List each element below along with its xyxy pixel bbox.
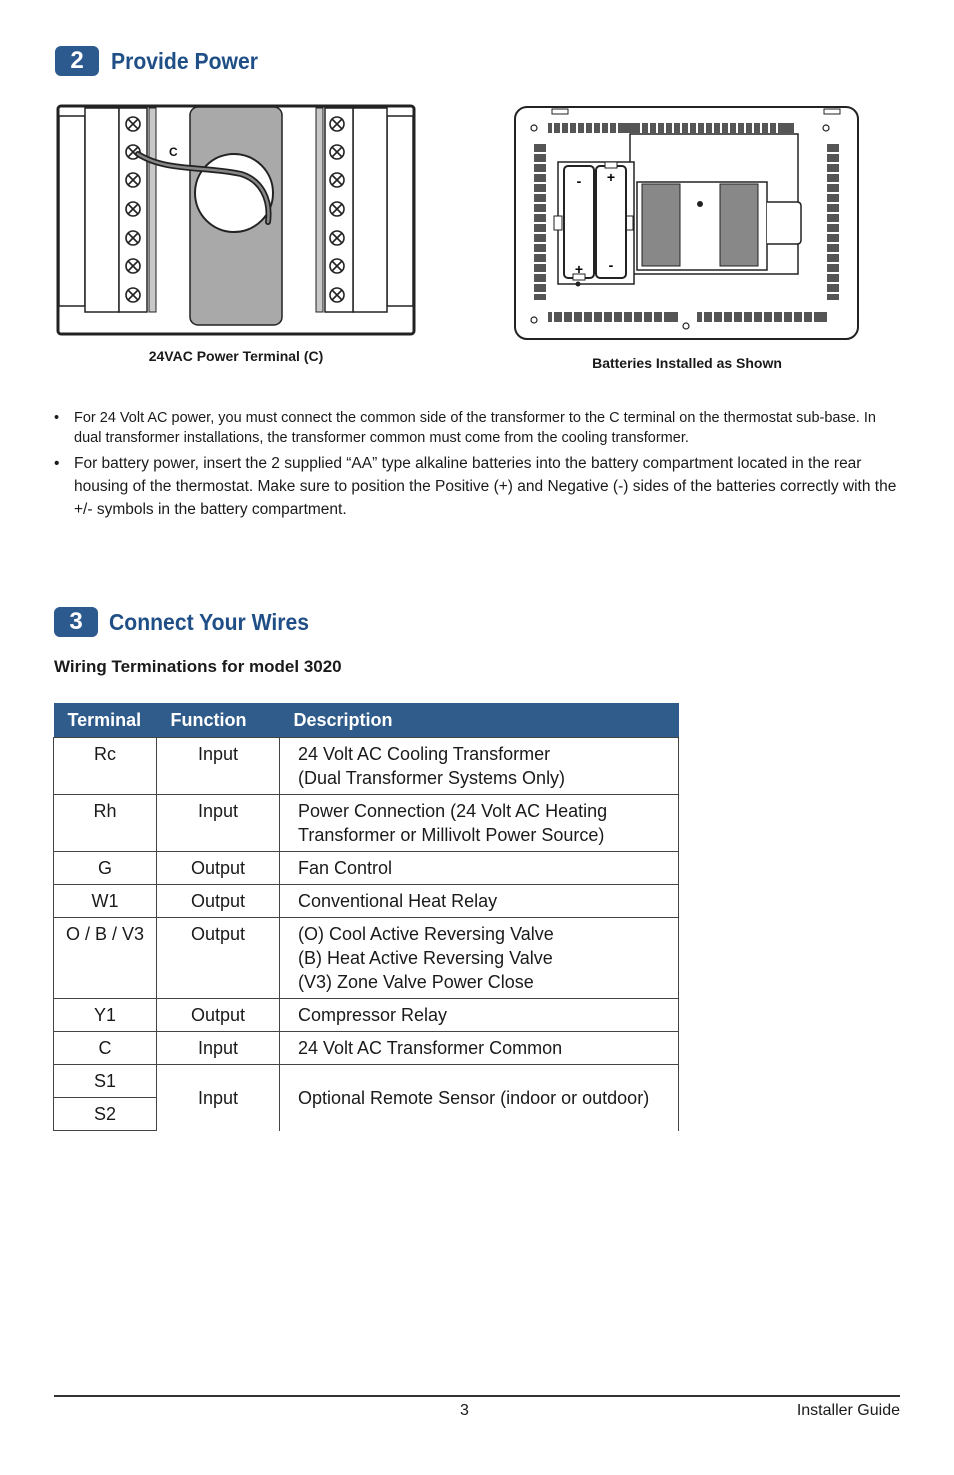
table-row bbox=[54, 999, 679, 1032]
description-line: 24 Volt AC Transformer Common bbox=[298, 1038, 563, 1058]
terminal-cell: G bbox=[54, 852, 157, 885]
section-title: Connect Your Wires bbox=[109, 608, 310, 635]
description-line: Compressor Relay bbox=[298, 1005, 448, 1025]
battery-2-plus: + bbox=[606, 169, 616, 185]
description-line: (O) Cool Active Reversing Valve bbox=[298, 924, 554, 944]
table-row bbox=[54, 885, 679, 918]
list-item bbox=[54, 408, 900, 448]
page-number: 3 bbox=[460, 1402, 469, 1419]
terminal-cell: W1 bbox=[54, 885, 157, 918]
description-cell bbox=[280, 738, 679, 795]
section-3-heading bbox=[54, 607, 326, 637]
description-cell bbox=[280, 795, 679, 852]
terminal-cell: O / B / V3 bbox=[54, 918, 157, 999]
description-cell bbox=[280, 852, 679, 885]
function-cell: Output bbox=[157, 885, 280, 918]
column-header-terminal: Terminal bbox=[54, 703, 157, 738]
terminal-c-label: C bbox=[169, 145, 178, 159]
table-row bbox=[54, 852, 679, 885]
document-title: Installer Guide bbox=[796, 1402, 900, 1419]
description-line: (Dual Transformer Systems Only) bbox=[298, 768, 566, 788]
description-cell bbox=[280, 918, 679, 999]
description-line: Transformer or Millivolt Power Source) bbox=[298, 825, 605, 845]
function-cell: Output bbox=[157, 918, 280, 999]
section-title: Provide Power bbox=[111, 47, 258, 74]
table-row bbox=[54, 1065, 679, 1098]
column-header-function: Function bbox=[157, 703, 280, 738]
terminal-cell: Rc bbox=[54, 738, 157, 795]
function-cell: Input bbox=[157, 795, 280, 852]
battery-compartment-diagram bbox=[512, 104, 862, 344]
table-row bbox=[54, 1032, 679, 1065]
terminal-cell: S1 bbox=[54, 1065, 157, 1098]
description-line: 24 Volt AC Cooling Transformer bbox=[298, 744, 551, 764]
bullet-symbol: • bbox=[54, 410, 60, 426]
description-line: Power Connection (24 Volt AC Heating bbox=[298, 801, 608, 821]
description-line: Conventional Heat Relay bbox=[298, 891, 498, 911]
section-number-badge: 2 bbox=[55, 46, 99, 76]
description-cell: Optional Remote Sensor (indoor or outdoor) bbox=[280, 1065, 679, 1131]
figure-1-caption: 24VAC Power Terminal (C) bbox=[148, 348, 324, 364]
figure-2-caption: Batteries Installed as Shown bbox=[592, 355, 782, 371]
bullet-text: For 24 Volt AC power, you must connect the common side of the transformer to the C terminal on the thermostat sub-base. In dual transformer installations, the transformer common must come from the cooling transformer. bbox=[74, 410, 876, 446]
table-row bbox=[54, 738, 679, 795]
terminal-cell: Y1 bbox=[54, 999, 157, 1032]
table-row bbox=[54, 918, 679, 999]
description-line: Fan Control bbox=[298, 858, 393, 878]
terminal-cell: S2 bbox=[54, 1098, 157, 1131]
wiring-table bbox=[53, 703, 679, 1131]
description-line: (V3) Zone Valve Power Close bbox=[298, 972, 534, 992]
battery-2-minus: - bbox=[608, 257, 614, 273]
section-number-badge: 3 bbox=[54, 607, 98, 637]
bullet-symbol: • bbox=[54, 455, 60, 472]
table-row bbox=[54, 795, 679, 852]
function-cell: Output bbox=[157, 999, 280, 1032]
column-header-description: Description bbox=[280, 703, 679, 738]
function-cell: Input bbox=[157, 738, 280, 795]
power-terminal-diagram bbox=[56, 104, 416, 338]
description-cell bbox=[280, 885, 679, 918]
description-line: (B) Heat Active Reversing Valve bbox=[298, 948, 553, 968]
function-cell: Input bbox=[157, 1065, 280, 1131]
table-subheading: Wiring Terminations for model 3020 bbox=[54, 657, 342, 676]
instruction-list bbox=[54, 408, 900, 525]
battery-1-minus: - bbox=[576, 173, 582, 189]
footer-divider bbox=[54, 1395, 900, 1397]
description-cell bbox=[280, 1032, 679, 1065]
list-item bbox=[54, 452, 900, 521]
terminal-cell: C bbox=[54, 1032, 157, 1065]
section-2-heading bbox=[55, 46, 271, 76]
table-header-row bbox=[54, 703, 679, 738]
battery-1-plus: + bbox=[574, 261, 584, 277]
terminal-cell: Rh bbox=[54, 795, 157, 852]
function-cell: Output bbox=[157, 852, 280, 885]
bullet-text: For battery power, insert the 2 supplied “AA” type alkaline batteries into the battery compartment located in the rear housing of the thermostat. Make sure to position the Positive (+) and Negative (-) sides of the batteries correctly with the +/- symbols in the battery compartment. bbox=[74, 455, 897, 518]
description-cell bbox=[280, 999, 679, 1032]
function-cell: Input bbox=[157, 1032, 280, 1065]
